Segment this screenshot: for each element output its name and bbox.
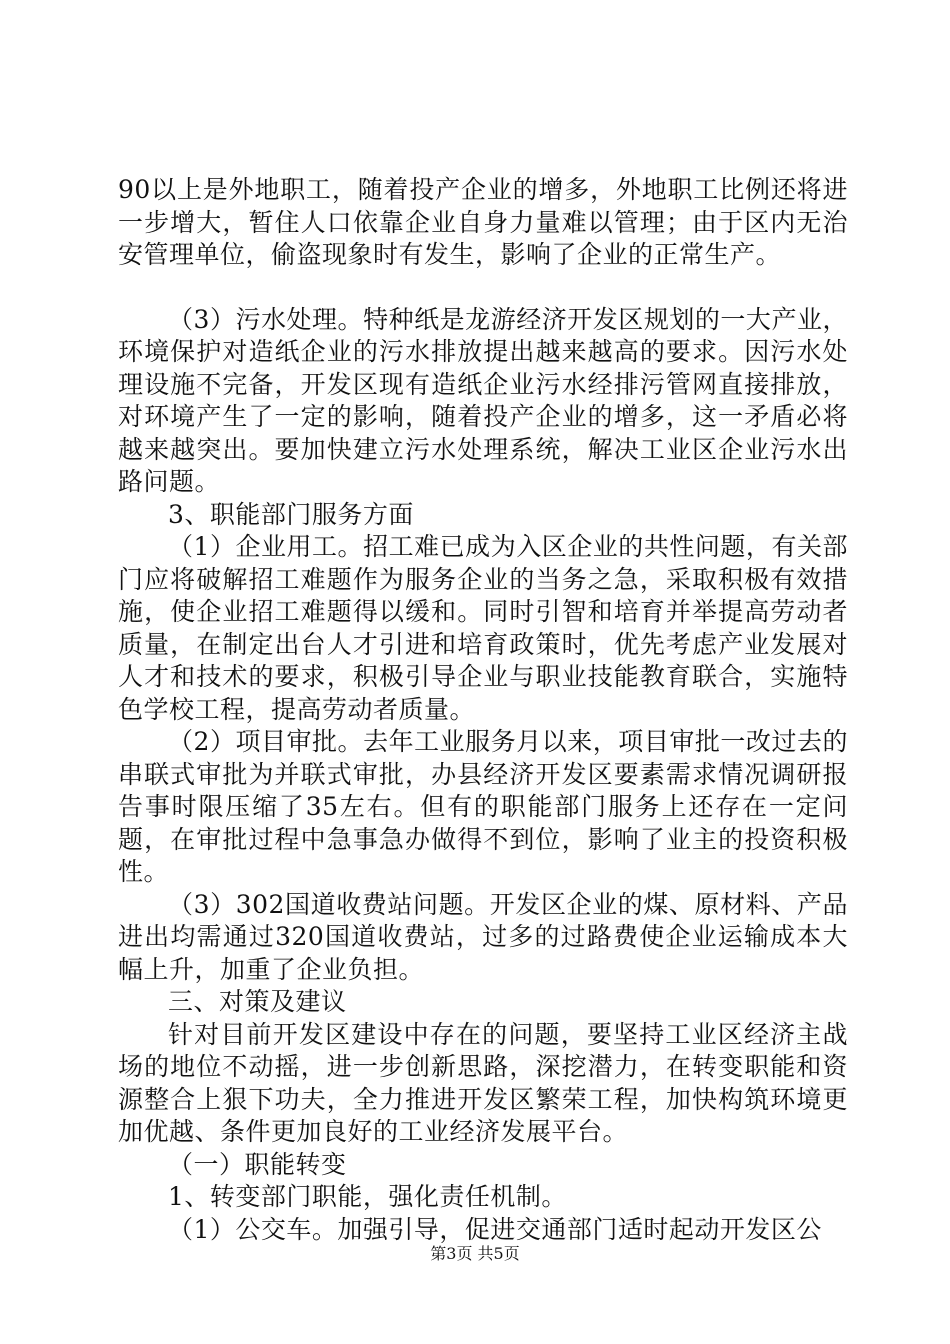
paragraph-migrant-workers: 90以上是外地职工，随着投产企业的增多，外地职工比例还将进一步增大，暂住人口依靠企业自身力量难以管理；由于区内无治安管理单位，偷盗现象时有发生，影响了企业的正常生产。 (118, 175, 848, 269)
paragraph-countermeasures-intro: 针对目前开发区建设中存在的问题，要坚持工业区经济主战场的地位不动摇，进一步创新思路，深挖潜力，在转变职能和资源整合上狠下功夫，全力推进开发区繁荣工程，加快构筑环境更加优越、条件更加良好的工业经济发展平台。 (118, 1019, 848, 1146)
heading-department-function: 1、转变部门职能，强化责任机制。 (168, 1182, 567, 1211)
paragraph-sewage-treatment: （3）污水处理。特种纸是龙游经济开发区规划的一大产业，环境保护对造纸企业的污水排放提出越来越高的要求。因污水处理设施不完备，开发区现有造纸企业污水经排污管网直接排放，对环境产生了一定的影响，随着投产企业的增多，这一矛盾必将越来越突出。要加快建立污水处理系统，解决工业区企业污水出路问题。 (118, 304, 848, 496)
heading-function-transformation: （一）职能转变 (168, 1149, 347, 1179)
paragraph-toll-station: （3）302国道收费站问题。开发区企业的煤、原材料、产品进出均需通过320国道收费站，过多的过路费使企业运输成本大幅上升，加重了企业负担。 (118, 889, 848, 984)
page-number-footer: 第3页 共5页 (430, 1244, 520, 1263)
paragraph-public-bus: （1）公交车。加强引导，促进交通部门适时起动开发区公 (168, 1214, 822, 1244)
heading-countermeasures: 三、对策及建议 (168, 987, 347, 1016)
document-body (118, 174, 848, 1246)
paragraph-project-approval: （2）项目审批。去年工业服务月以来，项目审批一改过去的串联式审批为并联式审批，办县经济开发区要素需求情况调研报告事时限压缩了35左右。但有的职能部门服务上还存在一定问题，在审批过程中急事急办做得不到位，影响了业主的投资积极性。 (118, 727, 848, 886)
heading-department-services: 3、职能部门服务方面 (168, 499, 414, 529)
paragraph-enterprise-labor: （1）企业用工。招工难已成为入区企业的共性问题，有关部门应将破解招工难题作为服务企业的当务之急，采取积极有效措施，使企业招工难题得以缓和。同时引智和培育并举提高劳动者质量，在制定出台人才引进和培育政策时，优先考虑产业发展对人才和技术的要求，积极引导企业与职业技能教育联合，实施特色学校工程，提高劳动者质量。 (118, 532, 848, 724)
